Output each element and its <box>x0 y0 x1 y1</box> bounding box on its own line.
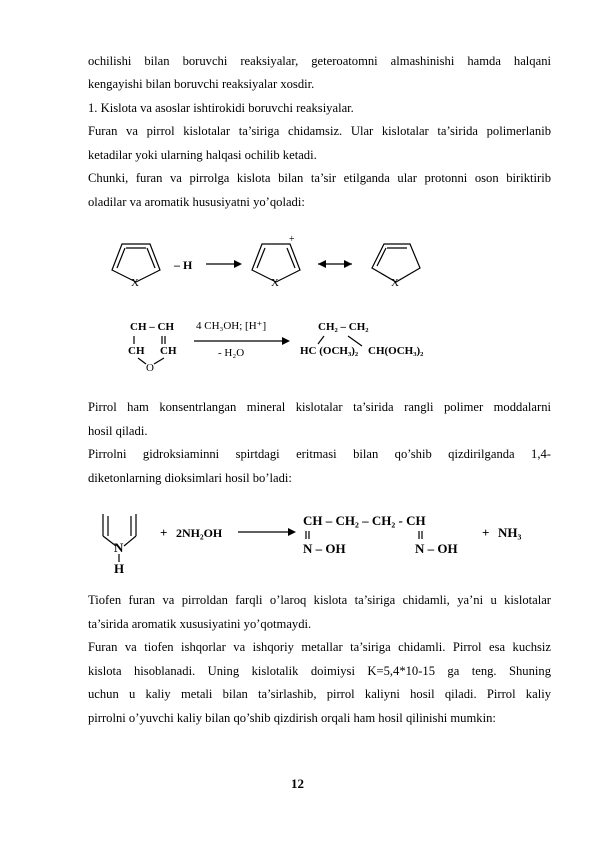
formula-text: CH <box>128 345 145 357</box>
plus-sign: + <box>160 525 168 540</box>
paragraph-line: Chunki, furan va pirrolga kislota bilan ta’sir etilganda ular protonni oson biriktirib <box>88 171 551 185</box>
paragraph-line: Pirrol ham konsentrlangan mineral kislotalar ta’sirida rangli polimer moddalarni <box>88 400 551 414</box>
formula-text: CH₂ – CH₂ <box>318 321 369 333</box>
oxygen-label: O <box>146 362 154 374</box>
plus-sign: + <box>482 525 490 540</box>
charge-plus: + <box>289 234 295 245</box>
hydroxylamine-scheme <box>0 506 595 576</box>
heterocycle-ring <box>112 244 160 289</box>
paragraph-line: uchun u kaliy metali bilan ta’sirlashib, pirrol kaliyni hosil qiladi. Pirrol kaliy <box>88 687 551 701</box>
oxime-group: N – OH <box>415 541 458 556</box>
paragraph-line: ta’sirida aromatik xususiyatini yo’qotmaydi. <box>88 617 312 631</box>
section-heading: 1. Kislota va asoslar ishtirokidi boruvchi reaksiyalar. <box>88 101 354 115</box>
hetero-atom-label: X <box>391 277 399 289</box>
pyrrole-ring <box>103 514 136 576</box>
product-chain: CH – CH₂ – CH₂ - CH <box>303 513 426 528</box>
protonation-scheme <box>0 232 595 292</box>
paragraph-line: pirrolni o’yuvchi kaliy bilan qo’shib qizdirish orqali ham hosil qilinishi mumkin: <box>88 711 496 725</box>
hetero-atom-label: X <box>131 277 139 289</box>
paragraph-line: ochilishi bilan boruvchi reaksiyalar, geteroatomni almashinishi hamda halqani <box>88 54 551 68</box>
hetero-atom-label: X <box>271 277 279 289</box>
paragraph-line: hosil qiladi. <box>88 424 148 438</box>
paragraph-line: Tiofen furan va pirroldan farqli o’laroq kislota ta’siriga chidamli, ya’ni u kislotalar <box>88 593 551 607</box>
reagent-label: – H <box>174 258 193 272</box>
paragraph-line: kislota hisoblanadi. Uning kislotalik doimiysi K=5,4*10-15 ga teng. Shuning <box>88 664 551 678</box>
hydrogen-label: H <box>114 561 125 576</box>
formula-text: CH – CH <box>130 321 174 333</box>
paragraph-line: ketadilar yoki ularning halqasi ochilib ketadi. <box>88 148 317 162</box>
formula-text: CH(OCH₃)₂ <box>368 345 424 357</box>
paragraph-line: oladilar va aromatik hususiyatni yo’qoladi: <box>88 195 305 209</box>
reagent-label: 4 CH₃OH; [H⁺] <box>196 320 267 332</box>
nitrogen-label: N <box>114 540 124 555</box>
protonated-ring <box>252 234 300 289</box>
paragraph-line: Furan va pirrol kislotalar ta’siriga chidamsiz. Ular kislotalar ta’sirida polimerlanib <box>88 124 551 138</box>
resonance-ring <box>372 244 420 289</box>
paragraph-line: diketonlarning dioksimlari hosil bo’ladi: <box>88 471 292 485</box>
methanolysis-scheme <box>0 314 595 376</box>
byproduct-label: NH₃ <box>498 525 522 540</box>
paragraph-line: kengayishi bilan boruvchi reaksiyalar xosdir. <box>88 77 315 91</box>
paragraph-line: Pirrolni gidroksiaminni spirtdagi eritmasi bilan qo’shib qizdirilganda 1,4- <box>88 447 551 461</box>
byproduct-label: - H₂O <box>218 347 245 359</box>
formula-text: CH <box>160 345 177 357</box>
reagent-label: 2NH₂OH <box>176 526 223 540</box>
formula-text: HC (OCH₃)₂ <box>300 345 359 357</box>
paragraph-line: Furan va tiofen ishqorlar va ishqoriy metallar ta’siriga chidamli. Pirrol esa kuchsiz <box>88 640 551 654</box>
oxime-group: N – OH <box>303 541 346 556</box>
page-number: 12 <box>291 776 304 791</box>
